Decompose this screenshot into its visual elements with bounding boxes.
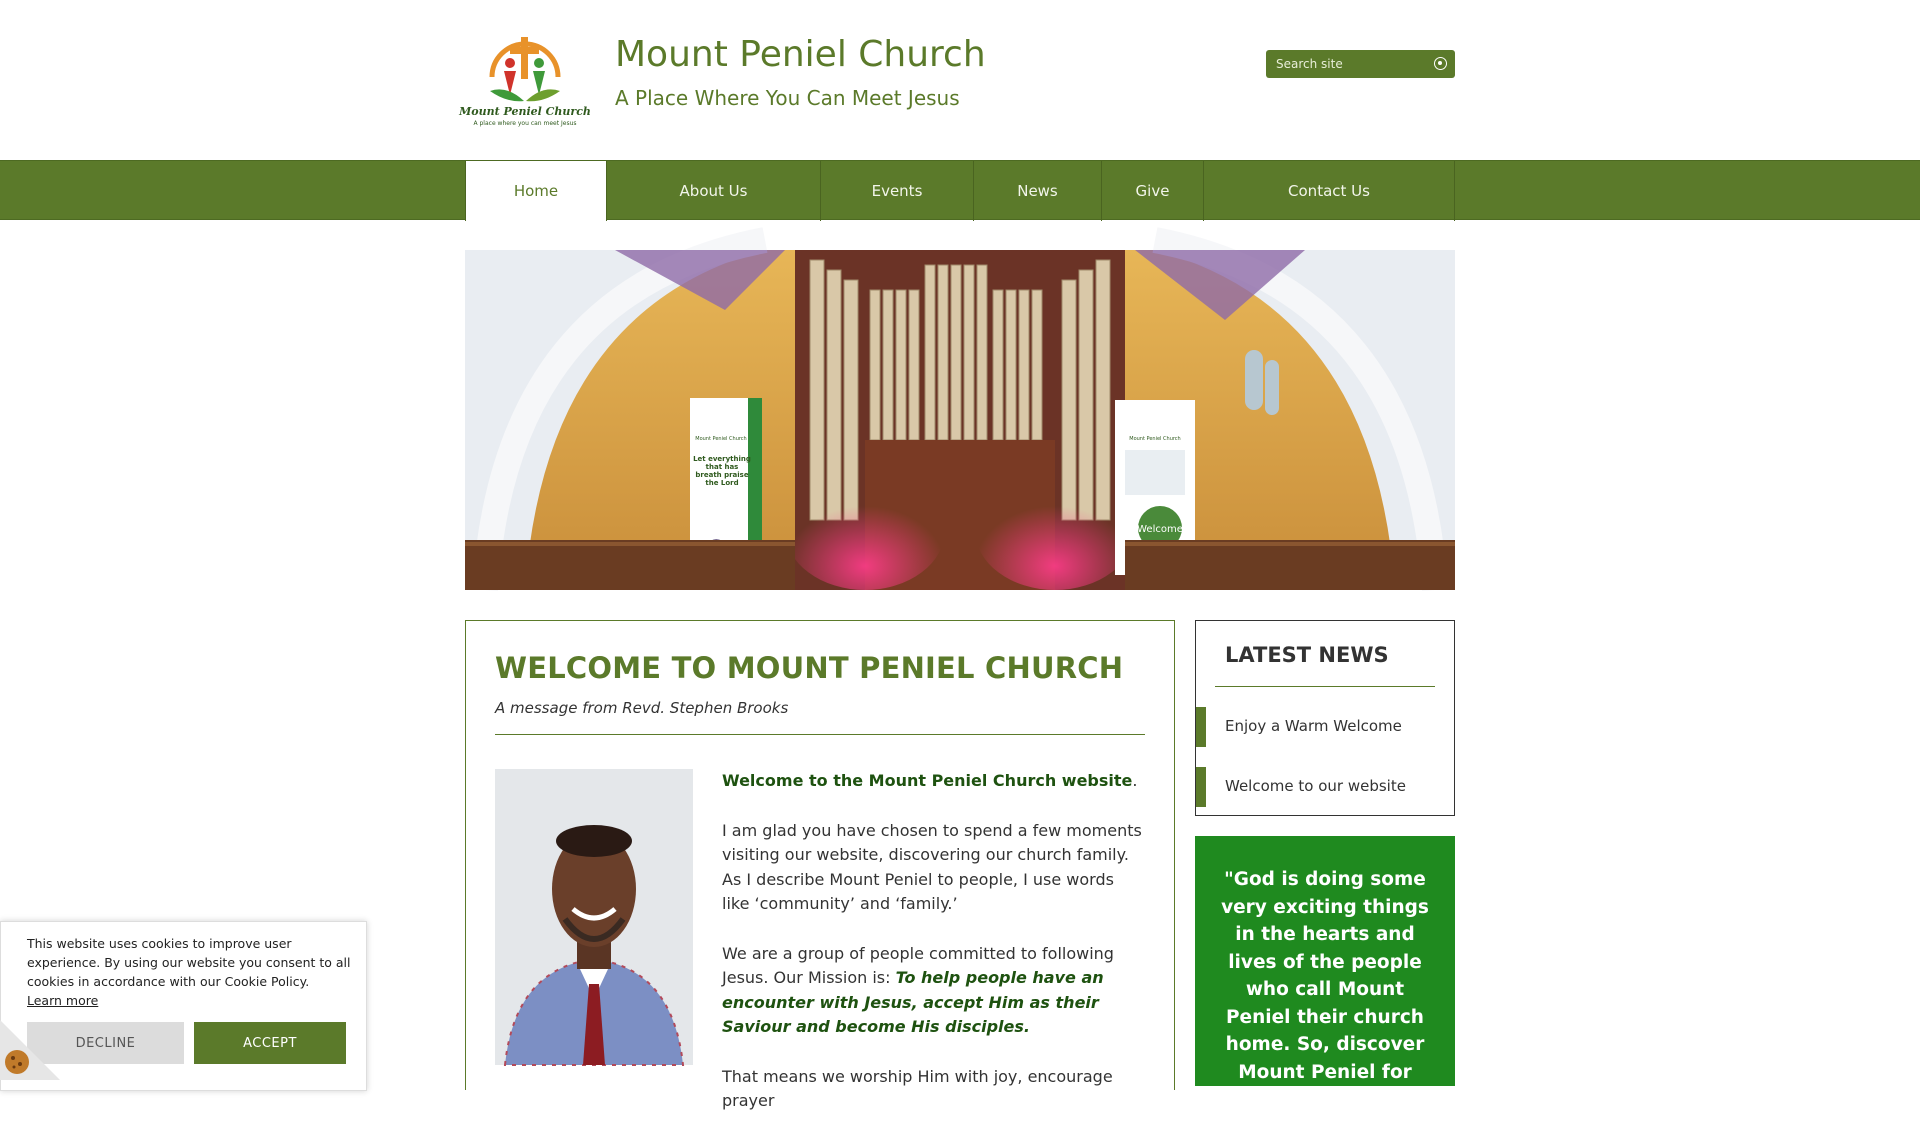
welcome-message <box>722 769 1142 1139</box>
news-item-welcome-website[interactable] <box>1196 767 1454 807</box>
welcome-heading: WELCOME TO MOUNT PENIEL CHURCH <box>495 651 1124 685</box>
welcome-panel <box>465 620 1175 1110</box>
news-item-marker <box>1196 767 1206 807</box>
welcome-lead-period: . <box>1132 771 1138 790</box>
cookie-settings-icon[interactable] <box>0 1020 60 1080</box>
nav-item-news[interactable]: News <box>974 161 1102 221</box>
decline-button[interactable]: DECLINE <box>27 1022 184 1064</box>
mission-intro: We are a group of people committed to following Jesus. Our Mission is: <box>722 943 1114 987</box>
logo-text: Mount Peniel Church <box>459 105 591 118</box>
welcome-lead: Welcome to the Mount Peniel Church website <box>722 771 1133 790</box>
quote-box <box>1195 836 1455 1138</box>
cookie-message-text: This website uses cookies to improve user experience. By using our website you consent to all cookies in accordance with our Cookie Policy. <box>27 936 351 989</box>
mission-statement: To help people have an encounter with Jesus, accept Him as their Saviour and become His disciples. <box>722 968 1104 1036</box>
church-logo-icon[interactable] <box>459 25 591 131</box>
news-item-label: Enjoy a Warm Welcome <box>1225 717 1402 735</box>
nav-item-give[interactable]: Give <box>1102 161 1204 221</box>
latest-news-panel <box>1195 620 1455 816</box>
nav-item-home[interactable]: Home <box>466 161 607 221</box>
news-item-warm-welcome[interactable] <box>1196 707 1454 747</box>
welcome-paragraph-1: I am glad you have chosen to spend a few moments visiting our website, discovering our church family. As I describe Mount Peniel to people, I use words like ‘community’ and ‘family.’ <box>722 820 1142 913</box>
cookie-message <box>27 934 357 1010</box>
accept-button[interactable]: ACCEPT <box>194 1022 346 1064</box>
welcome-subtitle: A message from Revd. Stephen Brooks <box>495 699 789 717</box>
search-box <box>1266 50 1455 78</box>
site-title[interactable]: Mount Peniel Church <box>615 34 986 75</box>
site-header <box>459 0 1455 160</box>
site-tagline: A Place Where You Can Meet Jesus <box>615 86 960 110</box>
latest-news-heading: LATEST NEWS <box>1225 643 1389 667</box>
banner-left-verse: Let everything that has breath praise the Lord <box>693 455 751 487</box>
search-icon[interactable] <box>1434 57 1447 70</box>
quote-text: "God is doing some very exciting things in the hearts and lives of the people who call Mount Peniel their church home. So, discover Mount Peniel for yourself! Who knows... <box>1221 869 1429 1138</box>
banner-right-title: Mount Peniel Church <box>1129 436 1181 442</box>
search-input[interactable] <box>1266 50 1426 78</box>
logo-tagline: A place where you can meet Jesus <box>473 120 577 127</box>
divider <box>495 734 1145 735</box>
news-item-marker <box>1196 707 1206 747</box>
welcome-paragraph-2 <box>722 942 1142 1040</box>
nav-item-contact-us[interactable]: Contact Us <box>1204 161 1455 221</box>
banner-left-title: Mount Peniel Church <box>695 436 747 442</box>
hero-church-interior-image <box>465 250 1455 590</box>
news-divider <box>1215 686 1435 687</box>
main-navigation <box>0 160 1920 220</box>
news-item-label: Welcome to our website <box>1225 777 1406 795</box>
pastor-portrait-image <box>495 769 693 1065</box>
welcome-paragraph-3: That means we worship Him with joy, encourage prayer <box>722 1066 1113 1110</box>
nav-item-about-us[interactable]: About Us <box>607 161 821 221</box>
banner-right-welcome: Welcome <box>1137 524 1183 535</box>
learn-more-link[interactable]: Learn more <box>27 993 99 1008</box>
nav-item-events[interactable]: Events <box>821 161 974 221</box>
